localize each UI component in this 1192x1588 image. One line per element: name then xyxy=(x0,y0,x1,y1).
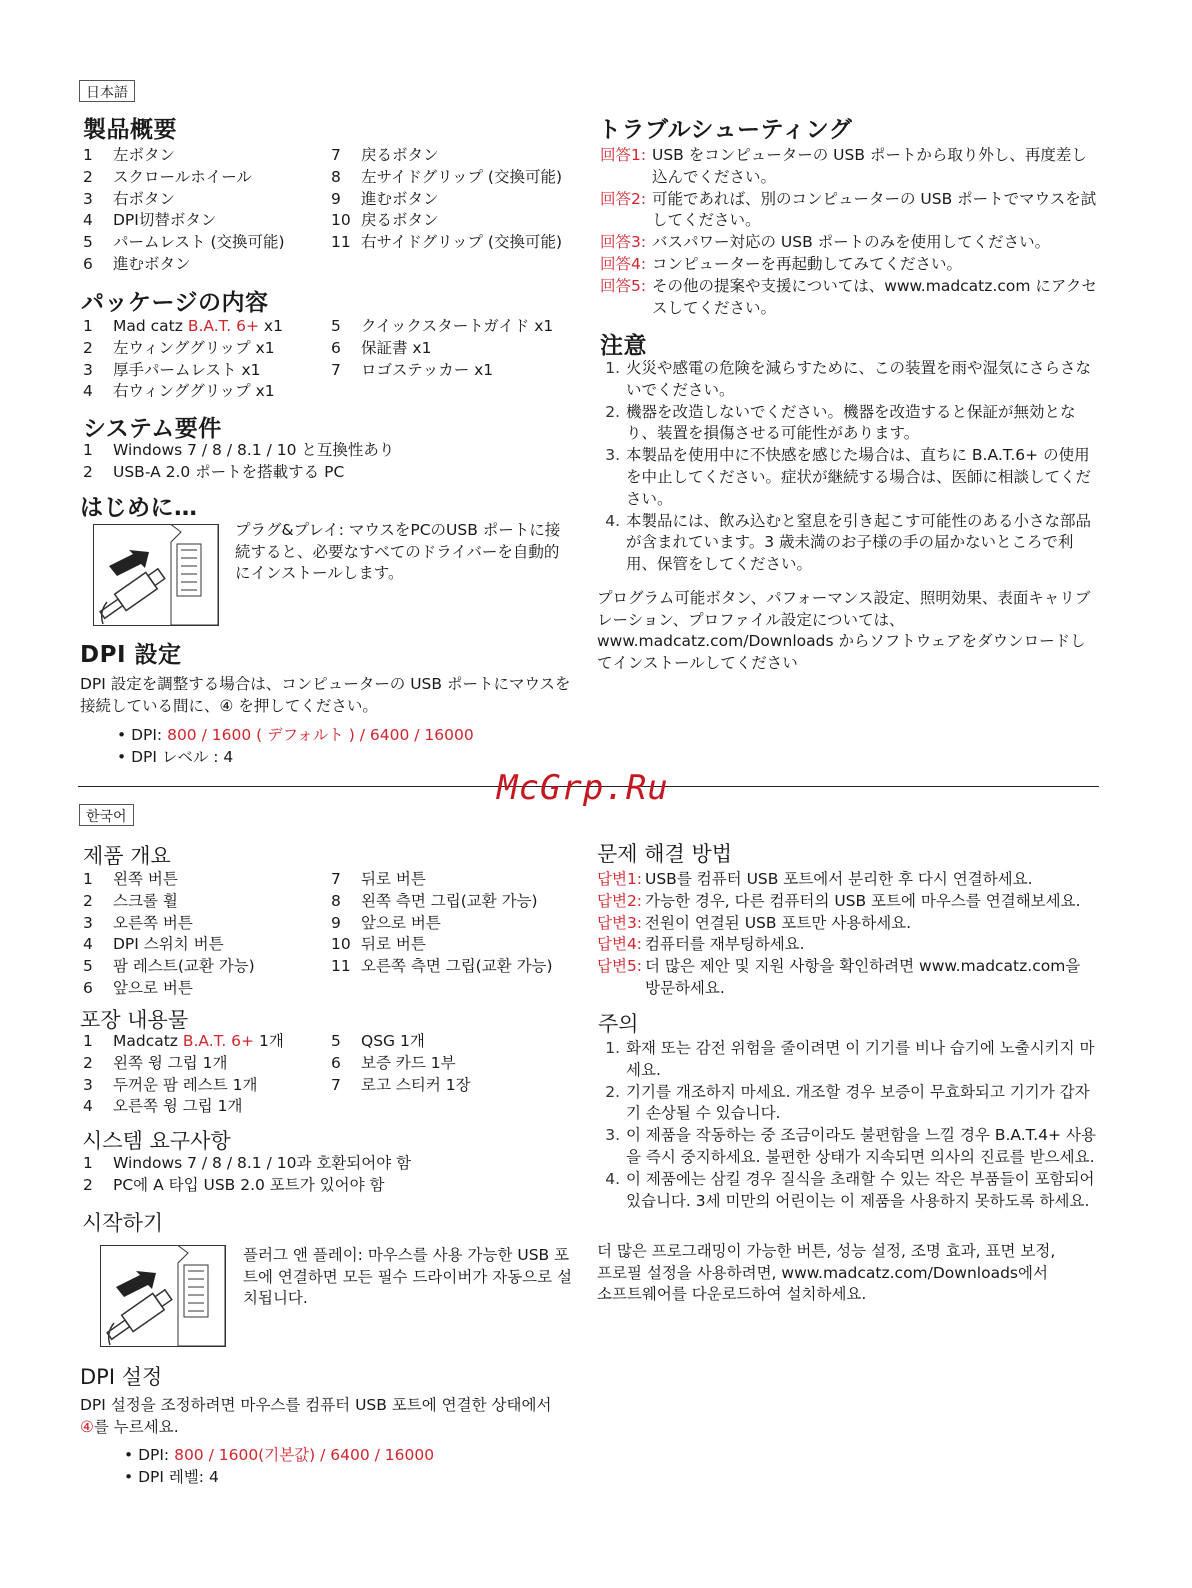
list-item-number: 2 xyxy=(83,167,93,186)
answer-text: その他の提案や支援については、www.madcatz.com にアクセスしてください。 xyxy=(652,276,1097,317)
list-item xyxy=(83,1153,563,1175)
list-item xyxy=(83,934,323,956)
caution-text: 火災や感電の危険を減らすために、この装置を雨や湿気にさらさないでください。 xyxy=(626,359,1092,399)
list-item-number: 2 xyxy=(83,462,93,481)
kr-dpi-text: DPI 설정을 조정하려면 마우스를 컴퓨터 USB 포트에 연결한 상태에서 ④를 누르세요. xyxy=(80,1396,552,1436)
usb-plug-illustration xyxy=(93,524,223,630)
list-item-text: 오른쪽 측면 그립(교환 가능) xyxy=(361,957,553,976)
list-item-text: ロゴステッカー x1 xyxy=(361,360,494,379)
list-item xyxy=(331,145,591,167)
list-item xyxy=(331,1031,591,1053)
troubleshoot-item xyxy=(600,232,1100,254)
list-item-text: 오른쪽 버튼 xyxy=(113,913,193,932)
list-item xyxy=(83,338,323,360)
kr-package-title: 포장 내용물 xyxy=(80,1008,189,1032)
list-item-text: パームレスト (交換可能) xyxy=(113,233,285,252)
list-item xyxy=(83,189,323,211)
list-item-number: 5 xyxy=(83,233,93,252)
list-item-number: 1 xyxy=(83,870,93,888)
caution-text: 本製品には、飲み込むと窒息を引き起こす可能性のある小さな部品が含まれています。3 歳未満のお子様の手の届かないところで利用、保管をしてください。 xyxy=(626,511,1092,574)
list-item-text: クイックスタートガイド x1 xyxy=(361,317,554,335)
list-item-number: 1 xyxy=(83,146,93,164)
list-item-number: 8 xyxy=(331,167,341,186)
jp-trouble-list xyxy=(600,145,1100,319)
list-item-number: 6 xyxy=(331,1053,341,1072)
list-item-text: 보증 카드 1부 xyxy=(361,1053,456,1072)
answer-label: 回答2: xyxy=(600,189,647,208)
list-item-text: 두꺼운 팜 레스트 1개 xyxy=(113,1075,258,1094)
list-item-text: 앞으로 버튼 xyxy=(361,913,441,932)
list-item xyxy=(83,1096,323,1118)
language-tag-korean: 한국어 xyxy=(79,804,134,826)
list-item-number: 10 xyxy=(331,211,351,230)
list-item xyxy=(331,934,591,956)
list-item-text: Windows 7 / 8 / 8.1 / 10과 호환되어야 함 xyxy=(113,1154,412,1172)
caution-text: 화재 또는 감전 위험을 줄이려면 이 기기를 비나 습기에 노출시키지 마세요. xyxy=(626,1039,1095,1079)
list-item-number: 7 xyxy=(331,146,341,164)
list-item-number: 11 xyxy=(331,957,351,976)
troubleshoot-item xyxy=(600,276,1100,320)
list-item-text: PC에 A 타입 USB 2.0 포트가 있어야 함 xyxy=(113,1175,385,1194)
list-item-number: 4 xyxy=(83,935,93,954)
list-item-number: 2 xyxy=(83,1053,93,1072)
kr-package-left xyxy=(83,1031,323,1118)
caution-text: 機器を改造しないでください。機器を改造すると保証が無効となり、装置を損傷させる可能性があります。 xyxy=(626,402,1076,443)
caution-number: 4. xyxy=(605,1169,620,1188)
list-item-text: スクロールホイール xyxy=(113,167,252,186)
list-item-number: 5 xyxy=(331,317,341,335)
list-item-number: 10 xyxy=(331,935,351,954)
list-item-number: 6 xyxy=(83,978,93,997)
jp-overview-right xyxy=(331,145,591,254)
list-item xyxy=(83,210,323,232)
list-item-number: 7 xyxy=(331,870,341,888)
list-item xyxy=(331,891,591,913)
list-item-number: 3 xyxy=(83,189,93,208)
jp-package-title: パッケージの内容 xyxy=(81,290,269,316)
troubleshoot-item xyxy=(597,913,1097,935)
list-item-text: 右サイドグリップ (交換可能) xyxy=(361,233,563,252)
troubleshoot-item xyxy=(600,189,1100,233)
kr-overview-right xyxy=(331,869,591,978)
list-item-text: QSG 1개 xyxy=(361,1032,425,1050)
troubleshoot-item xyxy=(597,869,1097,891)
troubleshoot-item xyxy=(597,891,1097,913)
list-item xyxy=(83,360,323,382)
answer-label: 답변5: xyxy=(597,957,643,976)
list-item-text: 左サイドグリップ (交換可能) xyxy=(361,167,563,186)
kr-overview-left xyxy=(83,869,323,1000)
caution-number: 3. xyxy=(605,446,620,465)
list-item-text: 左ボタン xyxy=(113,146,176,164)
list-item xyxy=(83,1075,323,1097)
caution-number: 2. xyxy=(605,1082,620,1101)
caution-item xyxy=(596,1169,1096,1213)
list-item xyxy=(331,167,591,189)
list-item xyxy=(83,254,323,276)
jp-system-list xyxy=(83,440,563,484)
answer-text: 가능한 경우, 다른 컴퓨터의 USB 포트에 마우스를 연결해보세요. xyxy=(645,891,1081,910)
troubleshoot-item xyxy=(597,934,1097,956)
jp-overview-left xyxy=(83,145,323,276)
list-item xyxy=(83,462,563,484)
troubleshoot-item xyxy=(600,145,1100,189)
list-item xyxy=(331,1075,591,1097)
answer-label: 답변1: xyxy=(597,870,643,888)
answer-label: 回答4: xyxy=(600,254,647,273)
answer-label: 답변4: xyxy=(597,935,643,954)
list-item-text: 戻るボタン xyxy=(361,211,439,230)
jp-dpi-title: DPI 設定 xyxy=(80,642,182,668)
list-item xyxy=(83,978,323,1000)
list-item-text: 팜 레스트(교환 가능) xyxy=(113,957,255,976)
list-item-number: 4 xyxy=(83,382,93,401)
list-item-text: 戻るボタン xyxy=(361,146,439,164)
caution-item xyxy=(596,511,1096,576)
list-item-text: 로고 스티커 1장 xyxy=(361,1075,471,1094)
product-name: B.A.T. 6+ xyxy=(182,1032,255,1050)
caution-item xyxy=(596,1082,1096,1126)
list-item-text: 뒤로 버튼 xyxy=(361,935,426,954)
list-item-text: 스크롤 휠 xyxy=(113,891,178,910)
jp-caution-title: 注意 xyxy=(600,333,647,359)
list-item xyxy=(83,316,323,338)
list-item-number: 5 xyxy=(83,957,93,976)
list-item-number: 9 xyxy=(331,189,341,208)
list-item-number: 2 xyxy=(83,891,93,910)
caution-number: 3. xyxy=(605,1126,620,1145)
caution-item xyxy=(596,1038,1096,1082)
list-item-text: USB-A 2.0 ポートを搭載する PC xyxy=(113,462,345,481)
list-item xyxy=(83,1053,323,1075)
watermark: McGrp.Ru xyxy=(497,768,669,808)
list-item-number: 8 xyxy=(331,891,341,910)
list-item xyxy=(331,956,591,978)
list-item-number: 1 xyxy=(83,441,93,459)
list-item-number: 7 xyxy=(331,360,341,379)
list-item-number: 6 xyxy=(331,338,341,357)
answer-label: 回答5: xyxy=(600,276,647,295)
kr-caution-list xyxy=(596,1038,1096,1212)
list-item xyxy=(83,440,563,462)
jp-trouble-title: トラブルシューティング xyxy=(598,117,853,143)
caution-text: 이 제품에는 삼킬 경우 질식을 초래할 수 있는 작은 부품들이 포함되어 있습니다. 3세 미만의 어린이는 이 제품을 사용하지 못하도록 하세요. xyxy=(626,1169,1095,1210)
answer-text: USB をコンピューターの USB ポートから取り外し、再度差し込んでください。 xyxy=(652,146,1087,186)
kr-dpi-title: DPI 설정 xyxy=(80,1365,163,1389)
jp-software-text: プログラム可能ボタン、パフォーマンス設定、照明効果、表面キャリブレーション、プロファイル設定については、www.madcatz.com/Downloads からソフトウェアをダウンロードしてインストールしてください xyxy=(597,589,1091,673)
list-item xyxy=(83,1031,323,1053)
kr-trouble-list xyxy=(597,869,1097,1000)
answer-text: 컴퓨터를 재부팅하세요. xyxy=(645,935,805,954)
kr-software-text: 더 많은 프로그래밍이 가능한 버튼, 성능 설정, 조명 효과, 표면 보정, 프로필 설정을 사용하려면, www.madcatz.com/Downloads에서 소프트웨어를 다운로드하여 설치하세요. xyxy=(597,1242,1056,1304)
list-item-text: 오른쪽 윙 그립 1개 xyxy=(113,1097,243,1116)
kr-trouble-title: 문제 해결 방법 xyxy=(597,842,733,866)
answer-text: 더 많은 제안 및 지원 사항을 확인하려면 www.madcatz.com을 방문하세요. xyxy=(645,957,1081,997)
jp-dpi-bullet-values: • DPI: 800 / 1600 ( デフォルト ) / 6400 / 16000 xyxy=(117,726,474,744)
list-item-text: 厚手パームレスト x1 xyxy=(113,360,261,379)
list-item-number: 4 xyxy=(83,1097,93,1116)
list-item-number: 1 xyxy=(83,1154,93,1172)
list-item-number: 2 xyxy=(83,338,93,357)
list-item xyxy=(83,167,323,189)
list-item xyxy=(83,956,323,978)
caution-number: 2. xyxy=(605,402,620,421)
answer-text: コンピューターを再起動してみてください。 xyxy=(652,254,963,273)
list-item-text: 왼쪽 측면 그립(교환 가능) xyxy=(361,891,538,910)
list-item xyxy=(83,869,323,891)
list-item-text: DPI 스위치 버튼 xyxy=(113,935,224,954)
kr-start-text: 플러그 앤 플레이: 마우스를 사용 가능한 USB 포트에 연결하면 모든 필수 드라이버가 자동으로 설치됩니다. xyxy=(243,1246,573,1308)
answer-text: 可能であれば、別のコンピューターの USB ポートでマウスを試してください。 xyxy=(652,189,1097,230)
list-item xyxy=(331,869,591,891)
list-item xyxy=(331,210,591,232)
product-name: B.A.T. 6+ xyxy=(187,317,259,335)
list-item xyxy=(331,232,591,254)
answer-label: 回答1: xyxy=(600,146,647,164)
list-item-text: DPI切替ボタン xyxy=(113,211,217,230)
kr-overview-title: 제품 개요 xyxy=(83,844,171,868)
list-item-number: 11 xyxy=(331,233,351,252)
jp-caution-list xyxy=(596,358,1096,576)
list-item-text: 進むボタン xyxy=(113,254,191,273)
list-item xyxy=(331,316,591,338)
list-item-text: 左ウィンググリップ x1 xyxy=(113,338,275,357)
jp-system-title: システム要件 xyxy=(83,416,222,442)
list-item-number: 4 xyxy=(83,211,93,230)
caution-text: 本製品を使用中に不快感を感じた場合は、直ちに B.A.T.6+ の使用を中止してください。症状が継続する場合は、医師に相談してください。 xyxy=(626,446,1092,508)
list-item-number: 1 xyxy=(83,317,93,335)
kr-system-title: 시스템 요구사항 xyxy=(82,1129,231,1153)
caution-text: 기기를 개조하지 마세요. 개조할 경우 보증이 무효화되고 기기가 갑자기 손상될 수 있습니다. xyxy=(626,1082,1090,1123)
jp-dpi-bullet-level: • DPI レベル : 4 xyxy=(117,748,234,766)
kr-start-title: 시작하기 xyxy=(82,1211,164,1235)
list-item xyxy=(331,338,591,360)
list-item xyxy=(331,1053,591,1075)
list-item-text: 앞으로 버튼 xyxy=(113,978,193,997)
kr-dpi-bullet-level: • DPI 레벨: 4 xyxy=(124,1468,219,1486)
list-item-text: Windows 7 / 8 / 8.1 / 10 と互換性あり xyxy=(113,441,395,459)
jp-start-text: プラグ&プレイ: マウスをPCのUSB ポートに接続すると、必要なすべてのドライバーを自動的にインストールします。 xyxy=(235,521,561,583)
list-item-number: 3 xyxy=(83,913,93,932)
jp-package-left xyxy=(83,316,323,403)
caution-item xyxy=(596,445,1096,510)
list-item-number: 9 xyxy=(331,913,341,932)
list-item-number: 7 xyxy=(331,1075,341,1094)
list-item xyxy=(83,1175,563,1197)
answer-text: バスパワー対応の USB ポートのみを使用してください。 xyxy=(652,233,1051,252)
troubleshoot-item xyxy=(600,254,1100,276)
list-item-number: 6 xyxy=(83,254,93,273)
language-tag-japanese: 日本語 xyxy=(79,80,135,102)
list-item xyxy=(83,913,323,935)
kr-caution-title: 주의 xyxy=(598,1012,639,1036)
list-item xyxy=(331,189,591,211)
list-item-text: Madcatz B.A.T. 6+ 1개 xyxy=(113,1032,284,1050)
troubleshoot-item xyxy=(597,956,1097,1000)
caution-number: 1. xyxy=(605,1039,620,1057)
list-item xyxy=(83,891,323,913)
caution-number: 1. xyxy=(605,359,620,377)
jp-overview-title: 製品概要 xyxy=(83,117,177,143)
list-item-text: 右ウィンググリップ x1 xyxy=(113,382,275,401)
caution-item xyxy=(596,358,1096,402)
list-item-text: Mad catz B.A.T. 6+ x1 xyxy=(113,317,283,335)
caution-item xyxy=(596,1125,1096,1169)
caution-number: 4. xyxy=(605,511,620,530)
jp-start-title: はじめに… xyxy=(80,495,198,521)
list-item-number: 1 xyxy=(83,1032,93,1050)
list-item xyxy=(331,360,591,382)
answer-label: 답변3: xyxy=(597,913,643,932)
list-item-number: 3 xyxy=(83,1075,93,1094)
kr-package-right xyxy=(331,1031,591,1096)
list-item-text: 右ボタン xyxy=(113,189,176,208)
list-item xyxy=(83,232,323,254)
list-item-text: 왼쪽 윙 그립 1개 xyxy=(113,1053,228,1072)
list-item xyxy=(83,145,323,167)
jp-package-right xyxy=(331,316,591,381)
list-item-text: 뒤로 버튼 xyxy=(361,870,426,888)
list-item-number: 3 xyxy=(83,360,93,379)
list-item xyxy=(83,381,323,403)
kr-system-list xyxy=(83,1153,563,1197)
list-item-text: 왼쪽 버튼 xyxy=(113,870,178,888)
list-item-number: 5 xyxy=(331,1032,341,1050)
jp-dpi-text: DPI 設定を調整する場合は、コンピューターの USB ポートにマウスを接続している間に、④ を押してください。 xyxy=(80,675,571,715)
caution-text: 이 제품을 작동하는 중 조금이라도 불편함을 느낄 경우 B.A.T.4+ 사용을 즉시 중지하세요. 불편한 상태가 지속되면 의사의 진료를 받으세요. xyxy=(626,1126,1096,1166)
list-item-text: 進むボタン xyxy=(361,189,439,208)
list-item-text: 保証書 x1 xyxy=(361,338,432,357)
list-item xyxy=(331,913,591,935)
answer-label: 回答3: xyxy=(600,233,647,252)
answer-text: USB를 컴퓨터 USB 포트에서 분리한 후 다시 연결하세요. xyxy=(645,870,1033,888)
list-item-number: 2 xyxy=(83,1175,93,1194)
kr-dpi-bullet-values: • DPI: 800 / 1600(기본값) / 6400 / 16000 xyxy=(124,1446,435,1464)
caution-item xyxy=(596,402,1096,446)
answer-label: 답변2: xyxy=(597,891,643,910)
answer-text: 전원이 연결된 USB 포트만 사용하세요. xyxy=(645,913,912,932)
usb-plug-illustration-kr xyxy=(100,1245,230,1351)
